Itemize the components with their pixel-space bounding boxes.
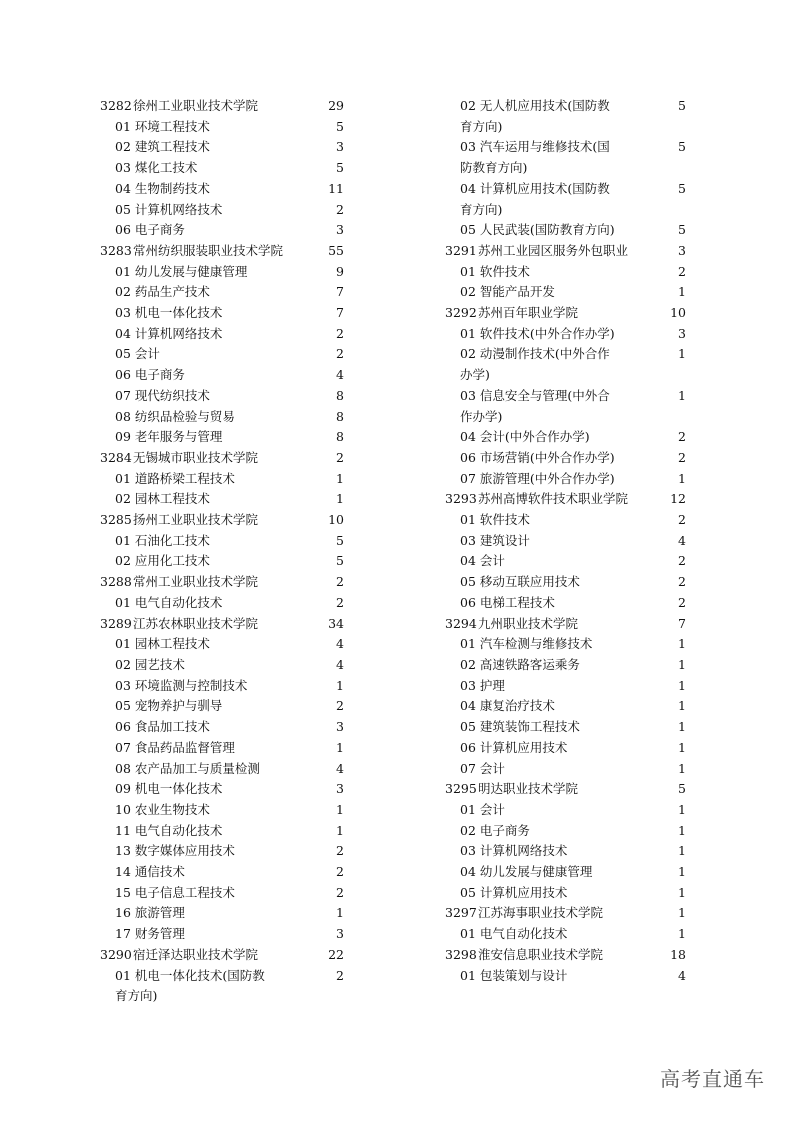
major-row	[445, 966, 690, 987]
enrollment-count: 3	[336, 719, 344, 735]
major-row	[100, 200, 348, 221]
major-row	[445, 572, 690, 593]
school-code: 3283	[100, 242, 132, 258]
major-row	[100, 137, 348, 158]
major-name: 01 幼儿发展与健康管理	[115, 263, 248, 279]
enrollment-count: 1	[678, 656, 686, 672]
enrollment-count: 10	[328, 512, 344, 528]
major-row	[100, 821, 348, 842]
major-name: 07 食品药品监督管理	[115, 739, 235, 755]
major-name: 04 会计	[460, 553, 505, 569]
enrollment-count: 1	[678, 760, 686, 776]
major-row	[100, 407, 348, 428]
major-name: 01 电气自动化技术	[115, 594, 223, 610]
enrollment-count: 1	[336, 905, 344, 921]
enrollment-count: 4	[336, 760, 344, 776]
school-name: 常州工业职业技术学院	[133, 574, 259, 590]
major-row	[445, 96, 690, 137]
enrollment-count: 1	[336, 677, 344, 693]
school-name: 九州职业技术学院	[478, 615, 579, 631]
major-name: 05 建筑装饰工程技术	[460, 719, 580, 735]
enrollment-count: 1	[678, 470, 686, 486]
major-row	[445, 634, 690, 655]
school-name: 徐州工业职业技术学院	[133, 98, 259, 113]
major-row	[100, 841, 348, 862]
major-row	[100, 924, 348, 945]
major-name: 02 智能产品开发	[460, 284, 555, 300]
major-name: 01 软件技术	[460, 263, 530, 279]
major-name: 06 电子商务	[115, 222, 185, 238]
major-name: 06 电子商务	[115, 367, 185, 383]
enrollment-count: 2	[678, 594, 686, 610]
enrollment-count: 1	[678, 719, 686, 735]
school-code: 3284	[100, 449, 132, 465]
school-name: 宿迁泽达职业技术学院	[133, 946, 259, 962]
enrollment-count: 9	[336, 263, 344, 279]
school-row	[100, 448, 348, 469]
school-label	[100, 510, 348, 531]
school-label	[100, 572, 348, 593]
enrollment-count: 5	[336, 532, 344, 548]
major-row	[445, 841, 690, 862]
school-code: 3297	[445, 905, 477, 921]
enrollment-count: 3	[678, 325, 686, 341]
school-name: 扬州工业职业技术学院	[133, 512, 259, 528]
school-name: 常州纺织服装职业技术学院	[133, 242, 284, 258]
major-row	[100, 862, 348, 883]
major-name: 05 计算机应用技术	[460, 884, 568, 900]
enrollment-count: 3	[336, 139, 344, 155]
enrollment-count: 5	[336, 553, 344, 569]
enrollment-count: 1	[678, 739, 686, 755]
school-label	[445, 945, 690, 966]
major-row	[100, 117, 348, 138]
major-row	[100, 779, 348, 800]
enrollment-count: 5	[678, 781, 686, 797]
major-row	[100, 386, 348, 407]
enrollment-count: 2	[678, 574, 686, 590]
school-code: 3298	[445, 946, 477, 962]
major-row	[100, 427, 348, 448]
school-name: 苏州高博软件技术职业学院	[478, 491, 629, 507]
school-label	[445, 614, 690, 635]
enrollment-count: 1	[678, 387, 686, 403]
school-code: 3282	[100, 98, 132, 113]
school-row	[100, 614, 348, 635]
major-row	[445, 883, 690, 904]
major-name: 03 计算机网络技术	[460, 843, 568, 859]
major-row	[445, 344, 690, 385]
enrollment-count: 3	[336, 222, 344, 238]
enrollment-count: 5	[336, 160, 344, 176]
major-row	[445, 137, 690, 178]
enrollment-count: 4	[336, 656, 344, 672]
major-name: 03 信息安全与管理(中外合作办学)	[460, 387, 610, 424]
major-row	[445, 220, 690, 241]
enrollment-count: 2	[336, 201, 344, 217]
major-row	[445, 696, 690, 717]
school-row	[445, 779, 690, 800]
major-row	[100, 179, 348, 200]
enrollment-count: 1	[678, 822, 686, 838]
enrollment-count: 7	[336, 305, 344, 321]
enrollment-count: 4	[678, 967, 686, 983]
major-name: 05 会计	[115, 346, 160, 362]
major-name: 06 食品加工技术	[115, 719, 210, 735]
enrollment-count: 55	[328, 242, 344, 258]
enrollment-count: 2	[336, 574, 344, 590]
enrollment-count: 2	[336, 843, 344, 859]
major-name: 05 人民武装(国防教育方向)	[460, 222, 615, 238]
major-row	[100, 800, 348, 821]
major-row	[445, 262, 690, 283]
enrollment-count: 1	[678, 884, 686, 900]
major-row	[100, 903, 348, 924]
major-name: 02 无人机应用技术(国防教育方向)	[460, 98, 610, 134]
major-name: 06 市场营销(中外合作办学)	[460, 449, 615, 465]
enrollment-count: 2	[678, 512, 686, 528]
major-name: 03 环境监测与控制技术	[115, 677, 248, 693]
enrollment-count: 4	[678, 532, 686, 548]
school-row	[445, 241, 690, 262]
major-name: 02 药品生产技术	[115, 284, 210, 300]
major-row	[445, 717, 690, 738]
enrollment-count: 5	[678, 139, 686, 155]
enrollment-count: 3	[336, 781, 344, 797]
school-name: 江苏农林职业技术学院	[133, 615, 259, 631]
school-row	[445, 614, 690, 635]
enrollment-count: 7	[336, 284, 344, 300]
watermark: 高考直通车	[660, 1067, 765, 1091]
enrollment-count: 4	[336, 367, 344, 383]
enrollment-count: 1	[678, 677, 686, 693]
enrollment-count: 29	[328, 98, 344, 113]
school-row	[445, 903, 690, 924]
enrollment-count: 2	[336, 449, 344, 465]
enrollment-count: 7	[678, 615, 686, 631]
enrollment-count: 5	[336, 118, 344, 134]
major-name: 05 移动互联应用技术	[460, 574, 580, 590]
major-row	[100, 303, 348, 324]
enrollment-count: 1	[336, 801, 344, 817]
school-label	[100, 96, 348, 117]
major-name: 17 财务管理	[115, 926, 185, 942]
enrollment-count: 8	[336, 408, 344, 424]
school-label	[445, 903, 690, 924]
school-label	[445, 303, 690, 324]
major-name: 01 道路桥梁工程技术	[115, 470, 235, 486]
school-label	[445, 241, 690, 262]
school-code: 3295	[445, 781, 477, 797]
enrollment-count: 8	[336, 387, 344, 403]
school-name: 淮安信息职业技术学院	[478, 946, 604, 962]
major-name: 11 电气自动化技术	[115, 822, 223, 838]
school-row	[445, 945, 690, 966]
major-row	[445, 324, 690, 345]
enrollment-count: 1	[336, 822, 344, 838]
school-row	[445, 303, 690, 324]
major-name: 02 高速铁路客运乘务	[460, 656, 580, 672]
major-name: 16 旅游管理	[115, 905, 185, 921]
major-name: 01 汽车检测与维修技术	[460, 636, 593, 652]
school-code: 3289	[100, 615, 132, 631]
major-name: 02 电子商务	[460, 822, 530, 838]
major-name: 07 现代纺织技术	[115, 387, 210, 403]
school-name: 明达职业技术学院	[478, 781, 579, 797]
major-name: 04 幼儿发展与健康管理	[460, 864, 593, 880]
major-row	[100, 634, 348, 655]
major-row	[100, 593, 348, 614]
enrollment-count: 3	[678, 242, 686, 258]
major-name: 03 煤化工技术	[115, 160, 198, 176]
major-name: 10 农业生物技术	[115, 801, 210, 817]
school-row	[100, 241, 348, 262]
major-name: 03 机电一体化技术	[115, 305, 223, 321]
major-name: 03 护理	[460, 677, 505, 693]
major-name: 13 数字媒体应用技术	[115, 843, 235, 859]
major-name: 02 应用化工技术	[115, 553, 210, 569]
school-label	[100, 945, 348, 966]
left-column	[100, 96, 348, 1007]
enrollment-count: 1	[336, 739, 344, 755]
major-name: 03 汽车运用与维修技术(国防教育方向)	[460, 139, 610, 176]
enrollment-count: 1	[678, 346, 686, 362]
enrollment-count: 2	[678, 449, 686, 465]
major-row	[445, 800, 690, 821]
major-row	[445, 510, 690, 531]
major-row	[445, 593, 690, 614]
major-name: 05 宠物养护与驯导	[115, 698, 223, 714]
major-name: 15 电子信息工程技术	[115, 884, 235, 900]
major-row	[100, 551, 348, 572]
major-row	[445, 469, 690, 490]
enrollment-count: 1	[678, 698, 686, 714]
enrollment-count: 11	[328, 180, 344, 196]
enrollment-count: 18	[670, 946, 686, 962]
enrollment-count: 2	[336, 346, 344, 362]
major-row	[100, 759, 348, 780]
enrollment-count: 5	[678, 180, 686, 196]
enrollment-count: 5	[678, 98, 686, 113]
enrollment-count: 1	[678, 284, 686, 300]
major-name: 01 环境工程技术	[115, 118, 210, 134]
major-row	[445, 862, 690, 883]
school-code: 3291	[445, 242, 477, 258]
major-row	[100, 220, 348, 241]
major-row	[100, 717, 348, 738]
major-name: 01 会计	[460, 801, 505, 817]
school-label	[445, 779, 690, 800]
enrollment-count: 10	[670, 305, 686, 321]
right-column	[445, 96, 690, 986]
major-row	[445, 924, 690, 945]
major-row	[100, 489, 348, 510]
major-row	[100, 883, 348, 904]
major-row	[445, 759, 690, 780]
major-row	[100, 365, 348, 386]
major-name: 09 老年服务与管理	[115, 429, 223, 445]
enrollment-count: 1	[678, 843, 686, 859]
school-label	[100, 448, 348, 469]
enrollment-count: 1	[678, 926, 686, 942]
enrollment-count: 12	[670, 491, 686, 507]
enrollment-count: 1	[336, 470, 344, 486]
school-name: 无锡城市职业技术学院	[133, 449, 259, 465]
school-label	[100, 241, 348, 262]
major-name: 02 建筑工程技术	[115, 139, 210, 155]
major-row	[100, 469, 348, 490]
major-name: 02 动漫制作技术(中外合作办学)	[460, 346, 610, 383]
major-row	[445, 386, 690, 427]
school-code: 3293	[445, 491, 477, 507]
school-row	[100, 96, 348, 117]
major-row	[445, 427, 690, 448]
enrollment-count: 2	[678, 429, 686, 445]
major-name: 01 石油化工技术	[115, 532, 210, 548]
enrollment-count: 2	[336, 594, 344, 610]
enrollment-count: 2	[678, 553, 686, 569]
enrollment-count: 1	[678, 636, 686, 652]
school-code: 3294	[445, 615, 477, 631]
major-name: 03 建筑设计	[460, 532, 530, 548]
school-label	[445, 489, 690, 510]
major-name: 04 计算机网络技术	[115, 325, 223, 341]
major-name: 06 计算机应用技术	[460, 739, 568, 755]
enrollment-count: 34	[328, 615, 344, 631]
major-name: 01 机电一体化技术(国防教育方向)	[115, 967, 265, 1004]
major-row	[100, 966, 348, 1007]
major-row	[100, 344, 348, 365]
major-name: 04 生物制药技术	[115, 180, 210, 196]
major-name: 14 通信技术	[115, 864, 185, 880]
major-row	[445, 821, 690, 842]
school-name: 江苏海事职业技术学院	[478, 905, 604, 921]
major-row	[100, 282, 348, 303]
major-row	[445, 179, 690, 220]
major-row	[445, 738, 690, 759]
major-row	[100, 531, 348, 552]
major-row	[100, 676, 348, 697]
school-code: 3292	[445, 305, 477, 321]
school-code: 3290	[100, 946, 132, 962]
major-row	[445, 676, 690, 697]
enrollment-count: 2	[336, 698, 344, 714]
major-name: 05 计算机网络技术	[115, 201, 223, 217]
school-row	[100, 572, 348, 593]
major-row	[100, 262, 348, 283]
school-row	[445, 489, 690, 510]
major-name: 09 机电一体化技术	[115, 781, 223, 797]
enrollment-count: 2	[336, 864, 344, 880]
major-row	[445, 551, 690, 572]
major-name: 01 包装策划与设计	[460, 967, 568, 983]
major-name: 07 会计	[460, 760, 505, 776]
major-row	[445, 448, 690, 469]
enrollment-count: 4	[336, 636, 344, 652]
major-name: 07 旅游管理(中外合作办学)	[460, 470, 615, 486]
major-name: 06 电梯工程技术	[460, 594, 555, 610]
school-name: 苏州工业园区服务外包职业	[478, 242, 629, 258]
major-name: 02 园林工程技术	[115, 491, 210, 507]
school-row	[100, 510, 348, 531]
school-code: 3285	[100, 512, 132, 528]
enrollment-count: 1	[678, 864, 686, 880]
enrollment-count: 5	[678, 222, 686, 238]
enrollment-count: 3	[336, 926, 344, 942]
enrollment-count: 1	[336, 491, 344, 507]
major-row	[100, 738, 348, 759]
major-name: 01 园林工程技术	[115, 636, 210, 652]
major-name: 04 康复治疗技术	[460, 698, 555, 714]
major-name: 04 会计(中外合作办学)	[460, 429, 590, 445]
enrollment-count: 22	[328, 946, 344, 962]
major-name: 08 纺织品检验与贸易	[115, 408, 235, 424]
enrollment-count: 2	[678, 263, 686, 279]
major-name: 01 软件技术(中外合作办学)	[460, 325, 615, 341]
major-name: 08 农产品加工与质量检测	[115, 760, 260, 776]
school-row	[100, 945, 348, 966]
major-name: 04 计算机应用技术(国防教育方向)	[460, 180, 610, 217]
major-row	[445, 655, 690, 676]
enrollment-count: 2	[336, 884, 344, 900]
major-row	[100, 696, 348, 717]
major-row	[100, 158, 348, 179]
school-label	[100, 614, 348, 635]
major-name: 01 软件技术	[460, 512, 530, 528]
enrollment-count: 8	[336, 429, 344, 445]
enrollment-count: 1	[678, 905, 686, 921]
major-row	[445, 282, 690, 303]
major-row	[100, 324, 348, 345]
school-name: 苏州百年职业学院	[478, 305, 579, 321]
major-row	[445, 531, 690, 552]
enrollment-count: 2	[336, 325, 344, 341]
enrollment-count: 1	[678, 801, 686, 817]
major-name: 02 园艺技术	[115, 656, 185, 672]
major-name: 01 电气自动化技术	[460, 926, 568, 942]
enrollment-count: 2	[336, 967, 344, 983]
major-row	[100, 655, 348, 676]
school-code: 3288	[100, 574, 132, 590]
